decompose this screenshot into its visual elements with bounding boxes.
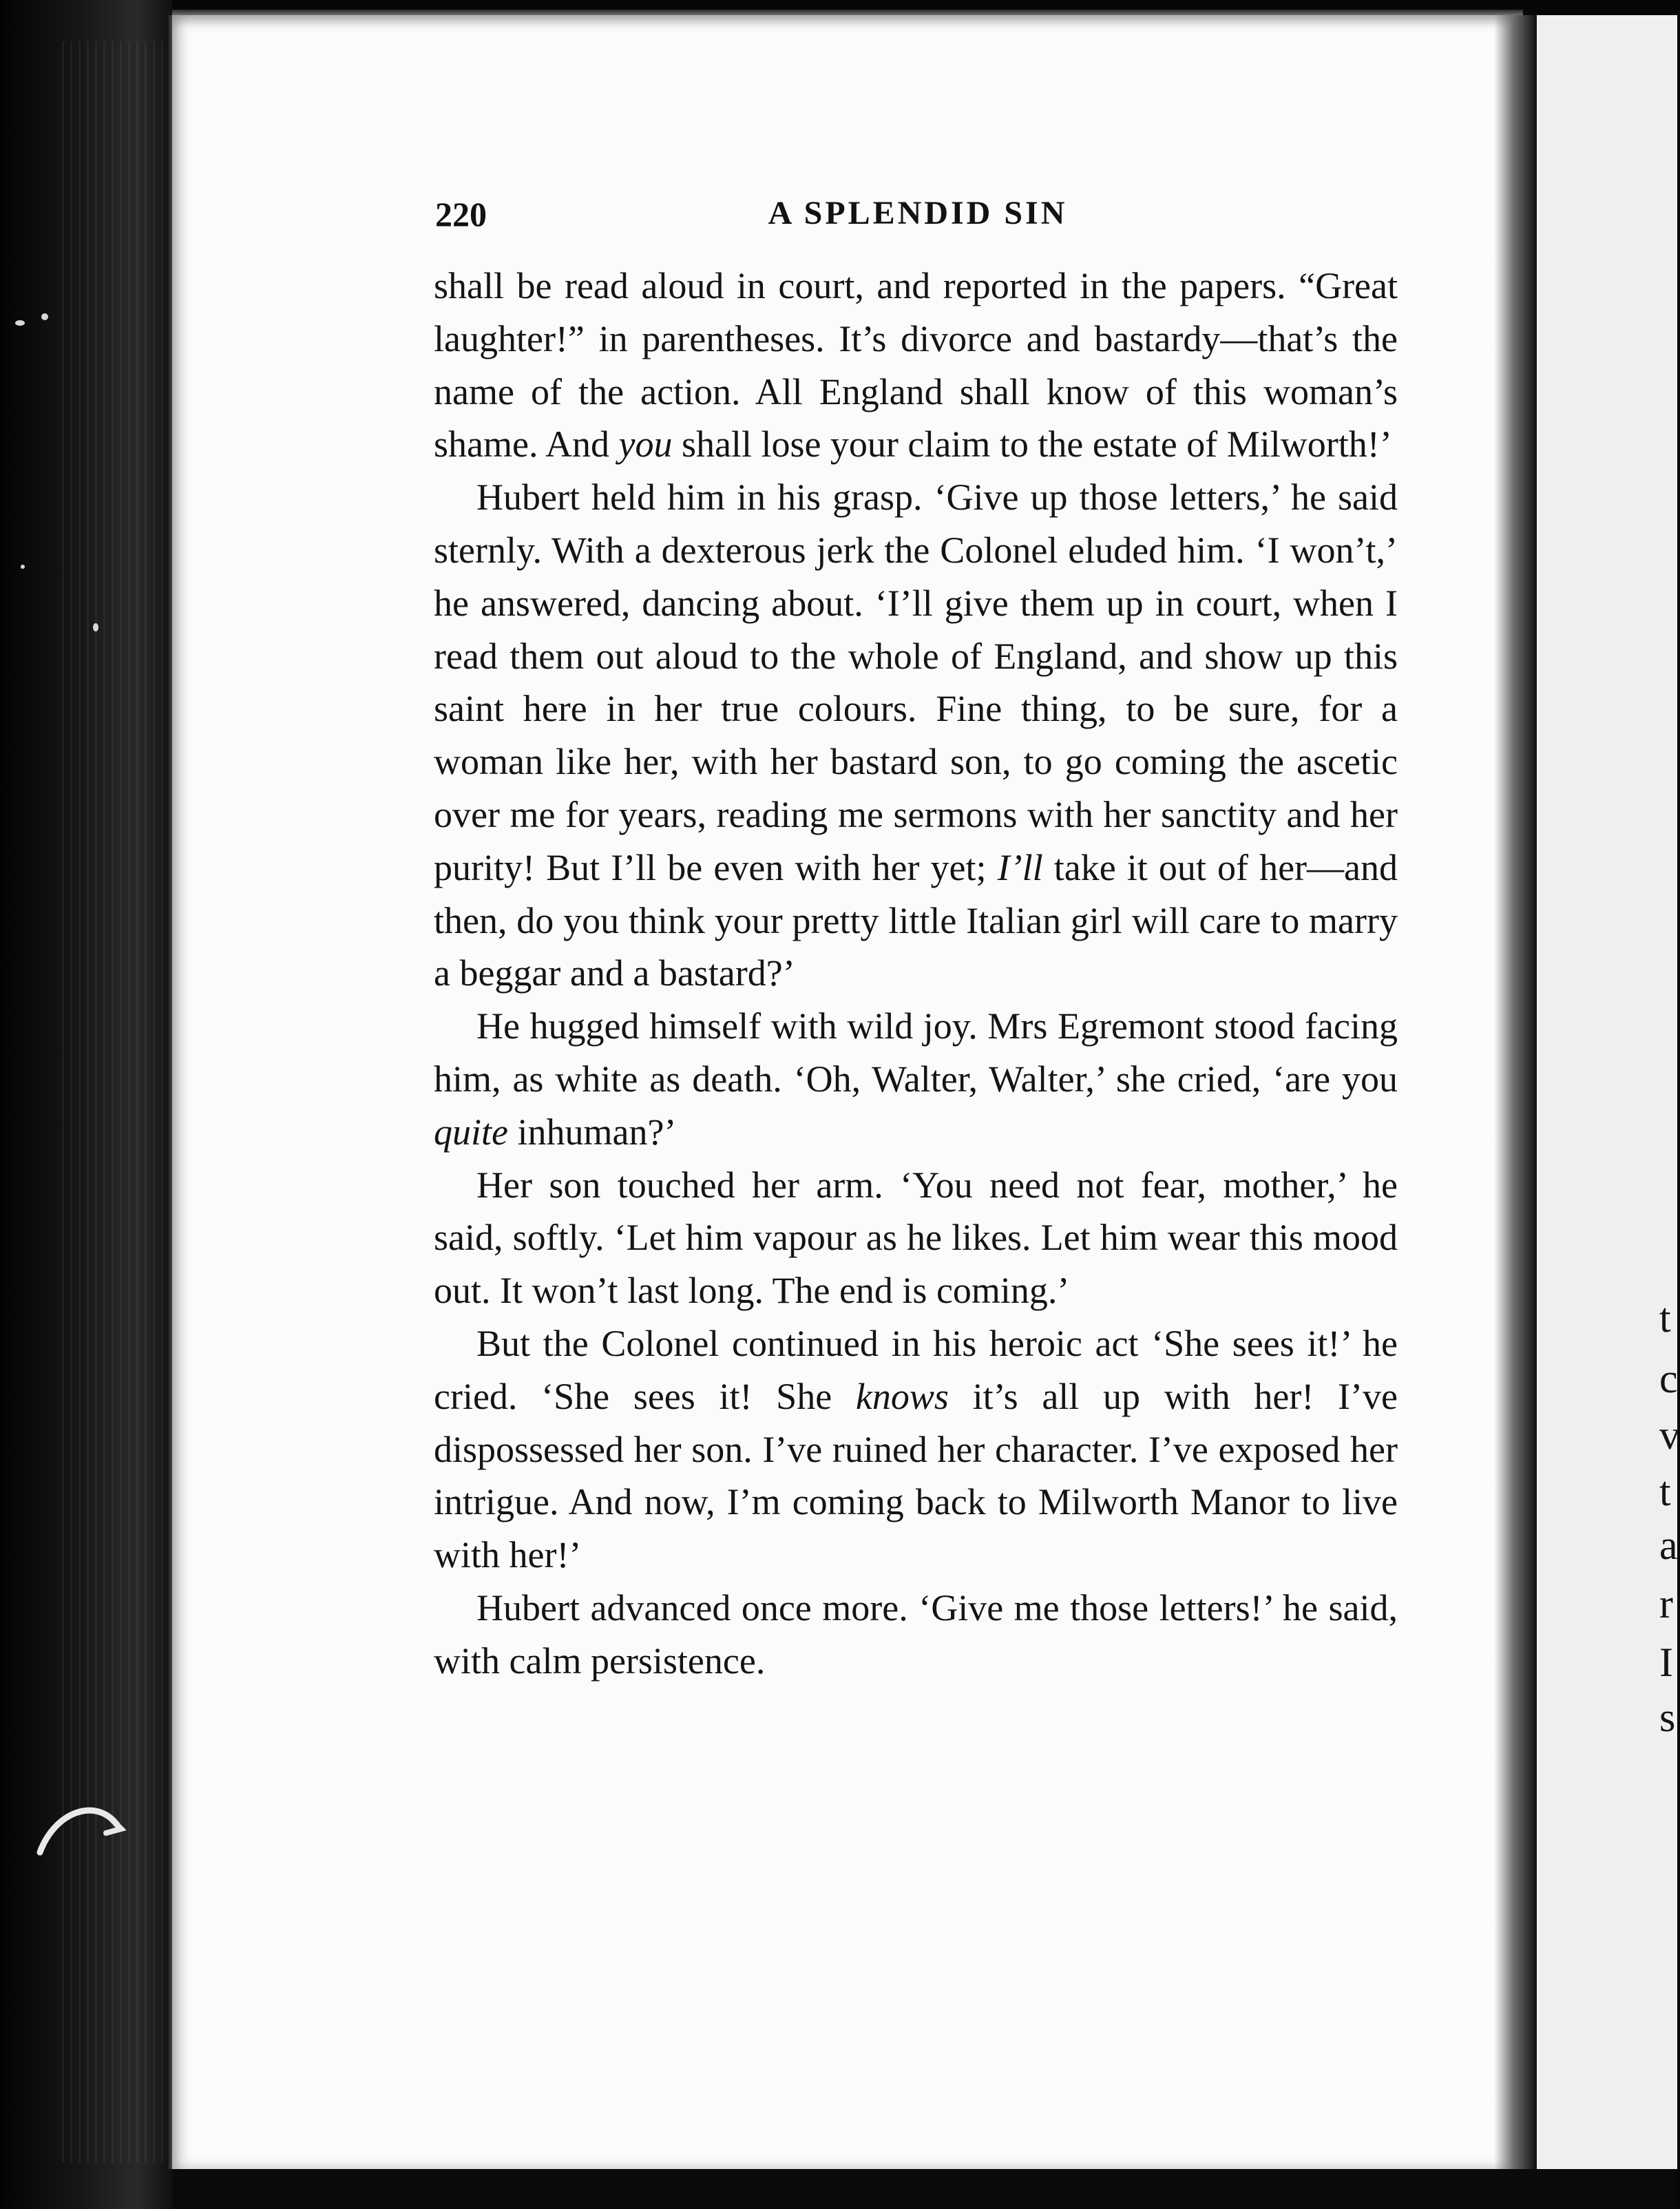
- page-header: [435, 194, 1400, 256]
- italic-text: I’ll: [997, 846, 1043, 888]
- facing-page-fragment: t: [1659, 1295, 1671, 1341]
- paragraph: [434, 1582, 1398, 1688]
- paragraph: [434, 1159, 1398, 1317]
- facing-page-fragment: v: [1659, 1412, 1680, 1458]
- text-run: shall be read aloud in court, and reported in the papers. “Great laughter!” in parentheses. It’s divorce and bastardy—that’s the name of the action. All England shall know of this woman’s shame. And: [434, 265, 1398, 465]
- text-run: Hubert held him in his grasp. ‘Give up those letters,’ he said sternly. With a dexterous jerk the Colonel eluded him. ‘I won’t,’ he answered, dancing about. ‘I’ll give them up in court, when I read them out aloud to the whole of England, and show up this saint here in her true colours. Fine thing, to be sure, for a woman like her, with her bastard son, to go coming the ascetic over me for years, reading me sermons with her sanctity and her purity! But I’ll be even with her yet;: [434, 477, 1398, 888]
- italic-text: knows: [855, 1375, 949, 1417]
- facing-page-fragment: t: [1659, 1469, 1671, 1514]
- bottom-edge: [172, 2169, 1677, 2209]
- facing-page-fragment: I: [1659, 1640, 1673, 1685]
- curved-arrow-mark: [34, 1783, 131, 1866]
- text-run: take it out of her—and then, do you think your pretty little Italian girl will care to marry a beggar and a bastard?’: [434, 846, 1398, 994]
- facing-page-edge: [1537, 15, 1677, 2170]
- page-number: 220: [435, 195, 487, 233]
- italic-text: you: [618, 423, 673, 465]
- paragraph: [434, 260, 1398, 471]
- gutter-shadow: [1494, 15, 1537, 2169]
- text-run: Hubert advanced once more. ‘Give me those letters!’ he said, with calm persistence.: [434, 1587, 1398, 1682]
- facing-page-fragment: s: [1659, 1695, 1676, 1740]
- paragraph: [434, 1317, 1398, 1582]
- dust-speck: [15, 320, 25, 326]
- text-run: inhuman?’: [507, 1111, 677, 1153]
- text-run: shall lose your claim to the estate of Milworth!’: [672, 423, 1392, 465]
- dust-speck: [93, 623, 98, 631]
- running-title: A SPLENDID SIN: [768, 195, 1068, 231]
- facing-page-fragment: r: [1659, 1581, 1673, 1626]
- text-run: it’s all up with her! I’ve dispossessed her son. I’ve ruined her character. I’ve exposed her intrigue. And now, I’m coming back to Milworth Manor to live with her!’: [434, 1375, 1398, 1576]
- facing-page-fragment: a: [1659, 1522, 1678, 1568]
- italic-text: quite: [434, 1111, 508, 1153]
- paragraph: [434, 1000, 1398, 1158]
- body-text: [434, 260, 1398, 1688]
- text-run: He hugged himself with wild joy. Mrs Egremont stood facing him, as white as death. ‘Oh, Walter, Walter,’ she cried, ‘are you: [434, 1005, 1398, 1100]
- facing-page-fragment: c: [1659, 1356, 1678, 1401]
- text-run: Her son touched her arm. ‘You need not fear, mother,’ he said, softly. ‘Let him vapour as he likes. Let him wear this mood out. It won’t last long. The end is coming.’: [434, 1164, 1398, 1312]
- dust-speck: [21, 565, 25, 569]
- dust-speck: [41, 313, 48, 320]
- paragraph: [434, 471, 1398, 1000]
- text-run: But the Colonel continued in his heroic act ‘She sees it!’ he cried. ‘She sees it! She: [434, 1322, 1398, 1417]
